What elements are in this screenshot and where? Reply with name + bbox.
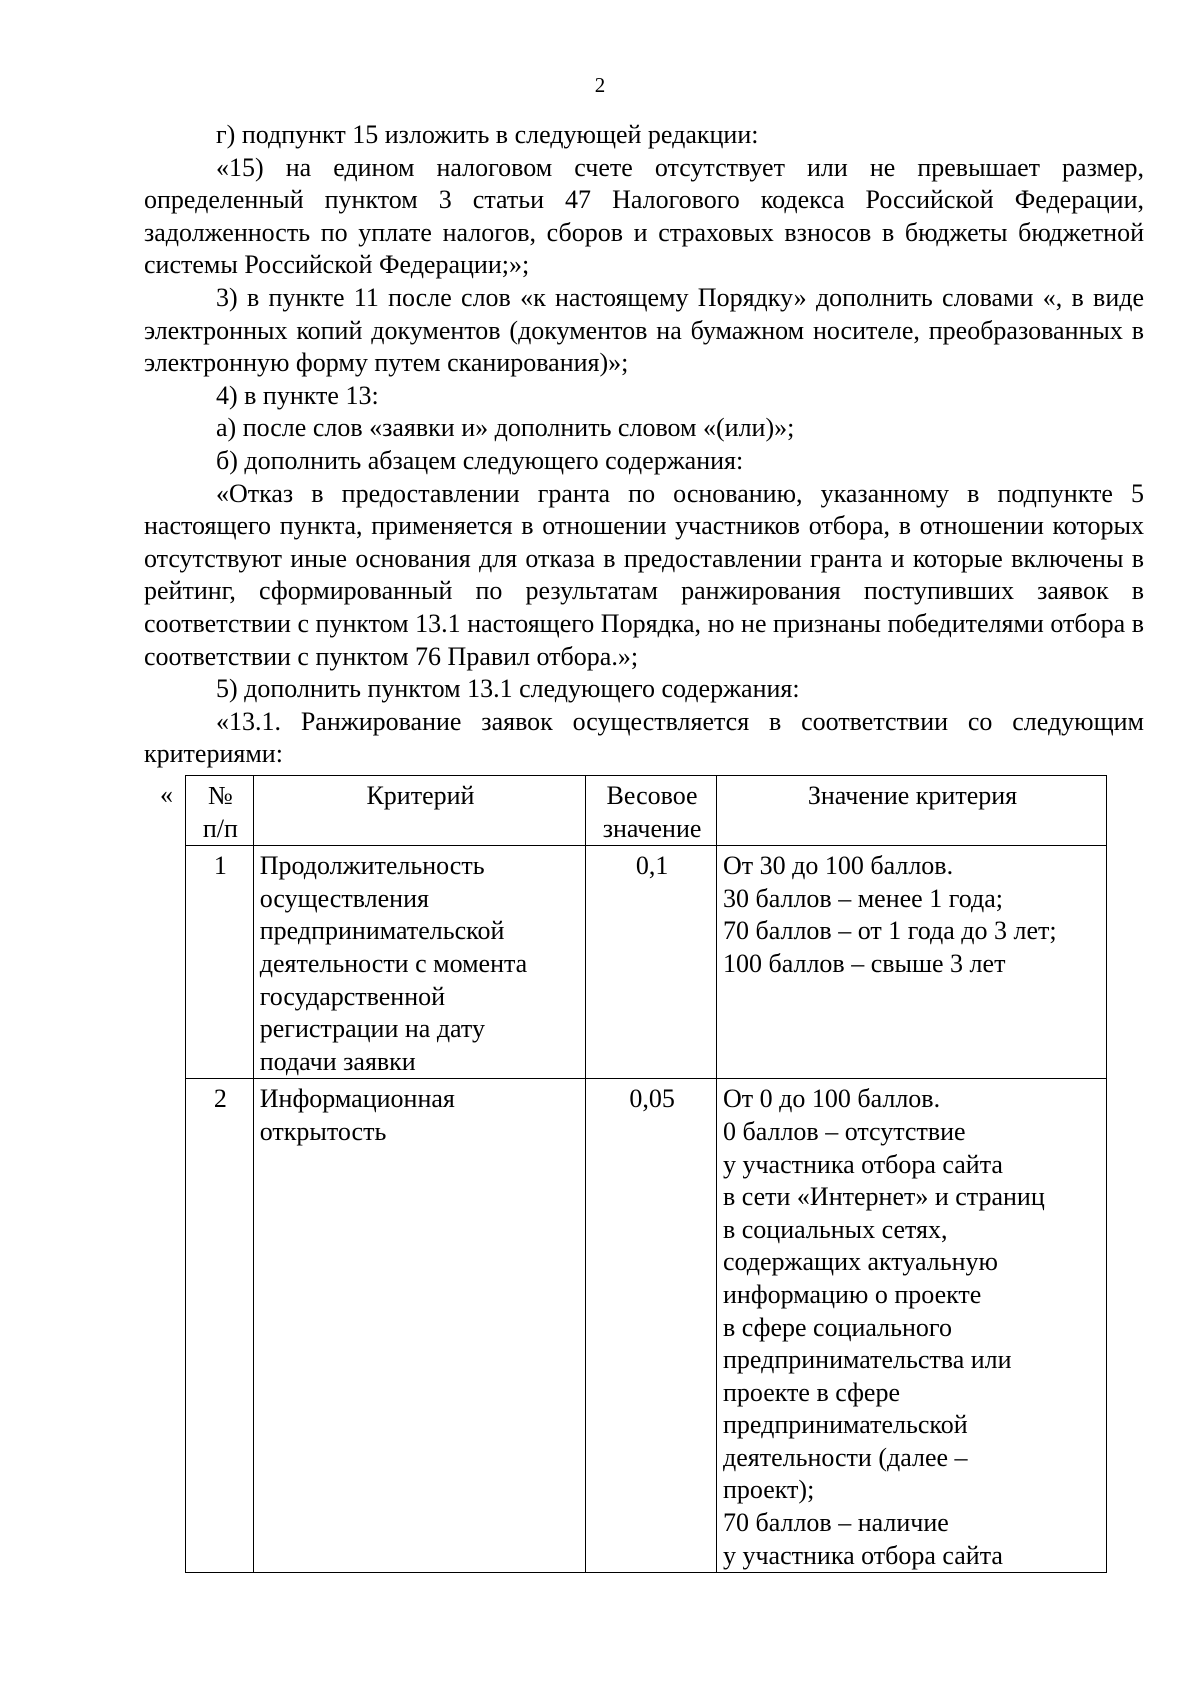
value-line: информацию о проекте — [722, 1279, 982, 1309]
value-line: у участника отбора сайта — [722, 1540, 1003, 1570]
value-line: в сети «Интернет» и страниц — [722, 1182, 1045, 1212]
paragraph: 5) дополнить пунктом 13.1 следующего содержания: — [216, 674, 800, 704]
value-line: предпринимательской — [722, 1410, 968, 1440]
row-weight: 0,1 — [586, 846, 717, 1079]
value-line: предпринимательства или — [722, 1345, 1012, 1375]
criterion-line: Информационная — [259, 1084, 455, 1114]
value-line: деятельности (далее – — [722, 1442, 968, 1472]
page-number: 2 — [594, 73, 606, 97]
paragraph: 4) в пункте 13: — [216, 380, 379, 410]
document-body — [144, 119, 1144, 771]
criterion-line: Продолжительность — [259, 851, 485, 881]
criterion-line: деятельности с момента — [259, 948, 528, 978]
value-line: проект); — [722, 1475, 815, 1505]
value-line: 0 баллов – отсутствие — [722, 1116, 966, 1146]
value-line: 70 баллов – от 1 года до 3 лет; — [722, 916, 1057, 946]
value-line: содержащих актуальную — [722, 1247, 998, 1277]
value-line: 100 баллов – свыше 3 лет — [722, 948, 1006, 978]
value-line: 70 баллов – наличие — [722, 1508, 949, 1538]
header-value: Значение критерия — [716, 776, 1106, 846]
criterion-line: открытость — [259, 1116, 387, 1146]
criterion-line: государственной — [259, 981, 446, 1011]
header-number-line: п/п — [202, 813, 238, 843]
value-line: проекте в сфере — [722, 1377, 901, 1407]
table-open-quote: « — [160, 780, 173, 809]
paragraph: 3) в пункте 11 после слов «к настоящему Порядку» дополнить словами «, в виде электронных копий документов (документов на бумажном носителе, преобразованных в электронную форму путем сканирования)»; — [144, 282, 1144, 378]
header-weight-line: значение — [602, 813, 702, 843]
table-header-row — [186, 776, 1107, 846]
paragraph: «Отказ в предоставлении гранта по основанию, указанному в подпункте 5 настоящего пункта, применяется в отношении участников отбора, в отношении которых отсутствуют иные основания для отказа в предоставлении гранта и которые включены в рейтинг, сформированный по результатам ранжирования поступивших заявок в соответствии с пунктом 13.1 настоящего Порядка, но не признаны победителями отбора в соответствии с пунктом 76 Правил отбора.»; — [144, 478, 1144, 671]
header-weight — [586, 776, 717, 846]
header-criterion: Критерий — [253, 776, 585, 846]
row-value — [716, 846, 1106, 1079]
value-line: в социальных сетях, — [722, 1214, 948, 1244]
header-weight-line: Весовое — [606, 781, 698, 810]
table-row — [186, 846, 1107, 1079]
criterion-line: предпринимательской — [259, 916, 505, 946]
value-line: От 0 до 100 баллов. — [722, 1084, 941, 1114]
row-number: 2 — [186, 1079, 254, 1573]
criterion-line: осуществления — [259, 883, 429, 913]
row-value — [716, 1079, 1106, 1573]
value-line: в сфере социального — [722, 1312, 952, 1342]
criterion-line: регистрации на дату — [259, 1014, 485, 1044]
paragraph: «13.1. Ранжирование заявок осуществляется в соответствии со следующим критериями: — [144, 706, 1144, 769]
paragraph: г) подпункт 15 изложить в следующей редакции: — [216, 120, 759, 149]
row-criterion — [253, 1079, 585, 1573]
paragraph: а) после слов «заявки и» дополнить словом «(или)»; — [216, 413, 795, 443]
paragraph: «15) на едином налоговом счете отсутствует или не превышает размер, определенный пунктом 3 статьи 47 Налогового кодекса Российской Федерации, задолженность по уплате налогов, сборов и страховых взносов в бюджеты бюджетной системы Российской Федерации;»; — [144, 152, 1144, 280]
value-line: 30 баллов – менее 1 года; — [722, 883, 1003, 913]
table-row — [186, 1079, 1107, 1573]
row-weight: 0,05 — [586, 1079, 717, 1573]
criteria-table — [185, 775, 1107, 1573]
value-line: От 30 до 100 баллов. — [722, 851, 954, 881]
row-criterion — [253, 846, 585, 1079]
header-number — [186, 776, 254, 846]
row-number: 1 — [186, 846, 254, 1079]
value-line: у участника отбора сайта — [722, 1149, 1003, 1179]
paragraph: б) дополнить абзацем следующего содержания: — [216, 445, 744, 475]
header-number-line: № — [207, 781, 233, 810]
criterion-line: подачи заявки — [259, 1046, 416, 1076]
